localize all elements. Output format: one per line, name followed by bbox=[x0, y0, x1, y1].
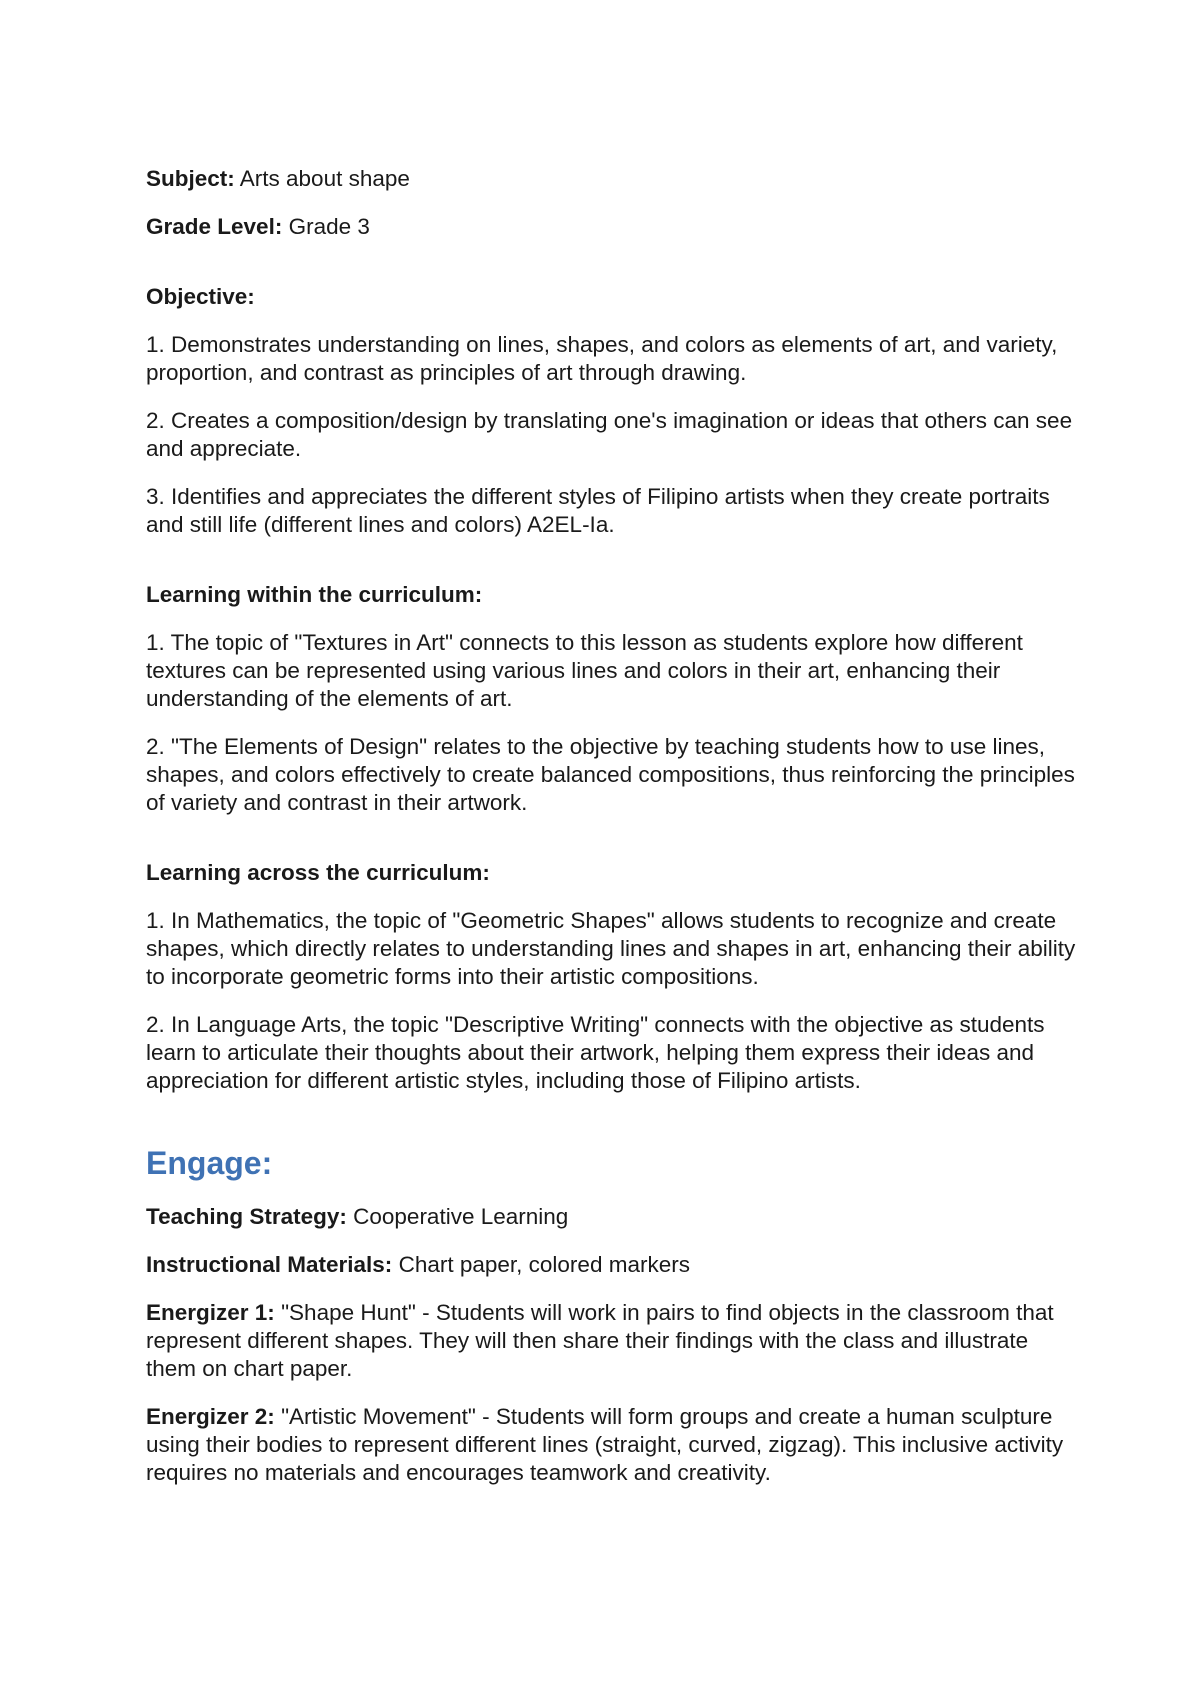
objective-item-3: 3. Identifies and appreciates the different styles of Filipino artists when they create portraits and still life (different lines and colors) A2EL-Ia. bbox=[146, 484, 1050, 537]
subject-line bbox=[146, 165, 1076, 193]
grade-level-value: Grade 3 bbox=[288, 214, 370, 239]
engage-heading: Engage: bbox=[146, 1145, 273, 1181]
instructional-materials-line bbox=[146, 1251, 1076, 1279]
grade-level-label: Grade Level: bbox=[146, 214, 283, 239]
instructional-materials-value: Chart paper, colored markers bbox=[398, 1252, 690, 1277]
subject-label: Subject: bbox=[146, 166, 235, 191]
subject-value: Arts about shape bbox=[239, 166, 410, 191]
across-curriculum-item-2: 2. In Language Arts, the topic "Descriptive Writing" connects with the objective as students learn to articulate their thoughts about their artwork, helping them express their ideas and appreciation for different artistic styles, including those of Filipino artists. bbox=[146, 1012, 1045, 1093]
teaching-strategy-value: Cooperative Learning bbox=[353, 1204, 569, 1229]
objective-item-1: 1. Demonstrates understanding on lines, shapes, and colors as elements of art, and variety, proportion, and contrast as principles of art through drawing. bbox=[146, 332, 1058, 385]
document-page bbox=[146, 165, 1076, 1507]
energizer-1-value: "Shape Hunt" - Students will work in pairs to find objects in the classroom that represent different shapes. They will then share their findings with the class and illustrate them on chart paper. bbox=[146, 1300, 1054, 1381]
energizer-2-line bbox=[146, 1403, 1076, 1487]
energizer-1-line bbox=[146, 1299, 1076, 1383]
objective-item-2: 2. Creates a composition/design by translating one's imagination or ideas that others can see and appreciate. bbox=[146, 408, 1073, 461]
energizer-2-label: Energizer 2: bbox=[146, 1404, 275, 1429]
teaching-strategy-line bbox=[146, 1203, 1076, 1231]
objective-title: Objective: bbox=[146, 284, 255, 309]
across-curriculum-item-1: 1. In Mathematics, the topic of "Geometric Shapes" allows students to recognize and create shapes, which directly relates to understanding lines and shapes in art, enhancing their ability to incorporate geometric forms into their artistic compositions. bbox=[146, 908, 1076, 989]
within-curriculum-title: Learning within the curriculum: bbox=[146, 582, 483, 607]
energizer-2-value: "Artistic Movement" - Students will form groups and create a human sculpture using their bodies to represent different lines (straight, curved, zigzag). This inclusive activity requires no materials and encourages teamwork and creativity. bbox=[146, 1404, 1064, 1485]
within-curriculum-item-2: 2. "The Elements of Design" relates to the objective by teaching students how to use lines, shapes, and colors effectively to create balanced compositions, thus reinforcing the principles of variety and contrast in their artwork. bbox=[146, 734, 1075, 815]
teaching-strategy-label: Teaching Strategy: bbox=[146, 1204, 347, 1229]
across-curriculum-title: Learning across the curriculum: bbox=[146, 860, 490, 885]
grade-level-line bbox=[146, 213, 1076, 241]
instructional-materials-label: Instructional Materials: bbox=[146, 1252, 393, 1277]
within-curriculum-item-1: 1. The topic of "Textures in Art" connects to this lesson as students explore how different textures can be represented using various lines and colors in their art, enhancing their understanding of the elements of art. bbox=[146, 630, 1023, 711]
energizer-1-label: Energizer 1: bbox=[146, 1300, 275, 1325]
